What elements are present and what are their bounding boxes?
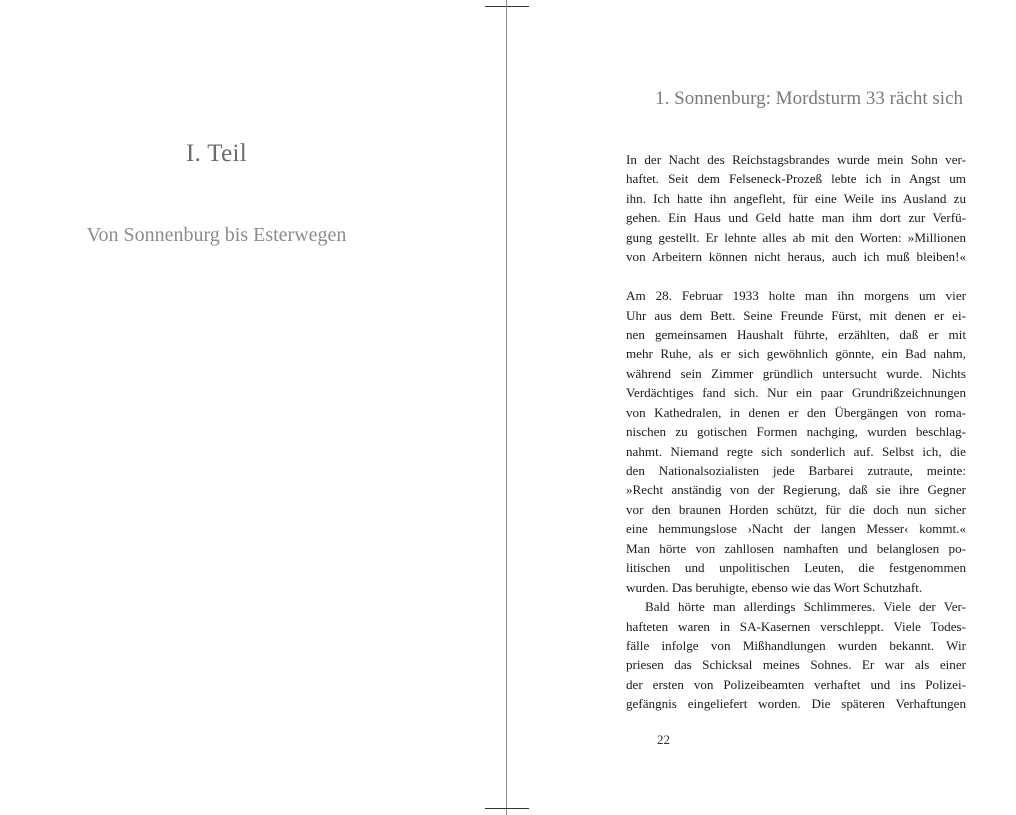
text-line: hafteten waren in SA-Kasernen verschleppt. Viele Todes-	[626, 618, 966, 634]
page-number: 22	[657, 732, 670, 747]
text-line: ihn. Ich hatte ihn angefleht, für eine Weile ins Ausland zu	[626, 190, 966, 206]
text-line: mehr Ruhe, als er sich gewöhnlich gönnte, ein Bad nahm,	[626, 346, 966, 362]
left-page	[0, 0, 505, 815]
text-line: von Arbeitern können nicht heraus, auch ich muß bleiben!«	[626, 249, 966, 265]
text-line: den Nationalsozialisten jede Barbarei zutraute, meinte:	[626, 463, 966, 478]
page-gutter-divider	[506, 0, 507, 815]
text-line: Uhr aus dem Bett. Seine Freunde Fürst, mit denen er ei-	[626, 307, 966, 323]
text-line: gung gestellt. Er lehnte alles ab mit den Worten: »Millionen	[626, 229, 966, 245]
text-line: In der Nacht des Reichstagsbrandes wurde mein Sohn ver-	[626, 152, 966, 167]
text-line: nen gemeinsamen Haushalt führte, erzählten, daß er mit	[626, 326, 966, 342]
text-line: Verdächtiges fand sich. Nur ein paar Grundrißzeichnungen	[626, 385, 966, 401]
right-page	[509, 0, 1016, 815]
text-line: nahmt. Niemand regte sich sonderlich auf. Selbst ich, die	[626, 443, 966, 459]
text-line: priesen das Schicksal meines Sohnes. Er war als einer	[626, 657, 966, 673]
text-line: »Recht anständig von der Regierung, daß sie ihre Gegner	[626, 482, 966, 498]
paragraph-2	[626, 286, 966, 597]
text-line: während sein Zimmer gründlich untersucht wurde. Nichts	[626, 365, 966, 381]
text-line: wurden. Das beruhigte, ebenso wie das Wort Schutzhaft.	[626, 579, 923, 595]
part-subtitle: Von Sonnenburg bis Esterwegen	[86, 224, 347, 246]
text-line: Bald hörte man allerdings Schlimmeres. Viele der Ver-	[645, 599, 966, 615]
text-line: litischen und unpolitischen Leuten, die festgenommen	[626, 560, 966, 576]
paragraph-spacer	[626, 267, 966, 286]
text-line: der ersten von Polizeibeamten verhaftet und ins Polizei-	[626, 676, 966, 692]
text-line: gefängnis eingeliefert worden. Die späteren Verhaftungen	[626, 696, 966, 712]
chapter-title: 1. Sonnenburg: Mordsturm 33 rächt sich	[655, 88, 963, 109]
text-line: gehen. Ein Haus und Geld hatte man ihm dort zur Verfü-	[626, 210, 966, 226]
text-line: eine hemmungslose ›Nacht der langen Messer‹ kommt.«	[626, 521, 966, 537]
body-text	[626, 150, 966, 714]
text-line: von Kathedralen, in denen er den Übergängen von roma-	[626, 404, 966, 420]
text-line: fälle infolge von Mißhandlungen wurden bekannt. Wir	[626, 637, 966, 653]
paragraph-3	[626, 597, 966, 714]
text-line: Man hörte von zahllosen namhaften und belanglosen po-	[626, 540, 966, 556]
text-line: haftet. Seit dem Felseneck-Prozeß lebte ich in Angst um	[626, 171, 966, 187]
text-line: Am 28. Februar 1933 holte man ihn morgens um vier	[626, 288, 966, 304]
paragraph-1	[626, 150, 966, 267]
text-line: nischen zu gotischen Formen nachging, wurden beschlag-	[626, 424, 966, 440]
text-line: vor den braunen Horden schützt, für die doch nun sicher	[626, 501, 966, 517]
part-title: I. Teil	[186, 140, 247, 167]
